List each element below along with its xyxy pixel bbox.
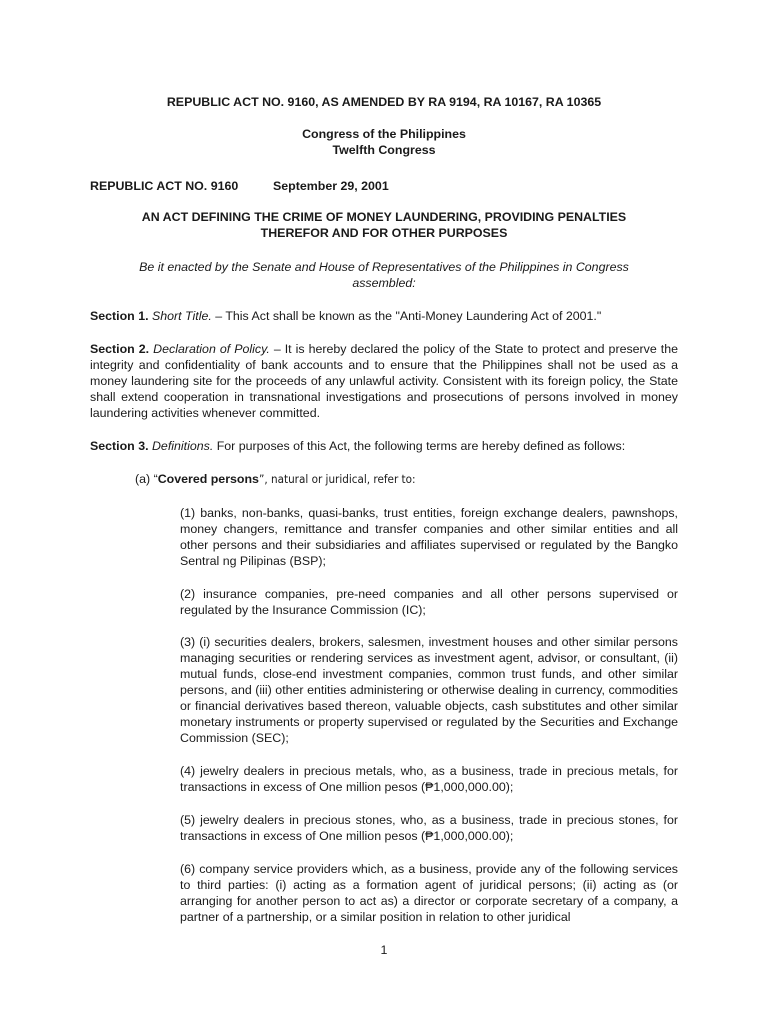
section-3-label: Section 3.: [90, 439, 149, 453]
section-1-label: Section 1.: [90, 309, 149, 323]
act-title-line-2: THEREFOR AND FOR OTHER PURPOSES: [260, 226, 508, 240]
list-item: (5) jewelry dealers in precious stones, who, as a business, trade in precious stones, for transactions in excess of One million pesos (₱1,000,000.00);: [180, 813, 678, 843]
document-title: REPUBLIC ACT NO. 9160, AS AMENDED BY RA 9194, RA 10167, RA 10365: [166, 95, 602, 109]
list-item: (6) company service providers which, as a business, provide any of the following services to third parties: (i) acting as a formation agent of juridical persons; (ii) acting as (or arranging for another person to act as) a director or corporate secretary of a company, a partner of a partnership, or a similar position in relation to other juridical: [180, 862, 678, 924]
definition-term: Covered persons: [157, 472, 259, 486]
section-1: [90, 308, 678, 324]
act-date: September 29, 2001: [273, 179, 389, 193]
section-2-heading: Declaration of Policy.: [153, 342, 270, 356]
section-3-text: For purposes of this Act, the following terms are hereby defined as follows:: [213, 439, 626, 453]
congress-name: Congress of the Philippines: [302, 127, 466, 141]
definition-covered-persons: [135, 471, 416, 487]
section-2-text: – It is hereby declared the policy of the State to protect and preserve the integrity and confidentiality of bank accounts and to ensure that the Philippines shall not be used as a money laundering site for the proceeds of any unlawful activity. Consistent with its foreign policy, the State shall extend cooperation in transnational investigations and prosecutions of persons involved in money laundering activities whenever committed.: [90, 342, 679, 420]
enactment-clause-line-2: assembled:: [352, 276, 416, 290]
section-1-heading: Short Title.: [151, 309, 212, 323]
section-3-heading: Definitions.: [151, 439, 214, 453]
congress-session: Twelfth Congress: [332, 143, 436, 157]
act-title-line-1: AN ACT DEFINING THE CRIME OF MONEY LAUNDERING, PROVIDING PENALTIES: [141, 210, 627, 224]
definition-prefix: (a) “: [135, 472, 158, 486]
enactment-clause-line-1: Be it enacted by the Senate and House of Representatives of the Philippines in Congress: [139, 260, 629, 274]
section-2: [90, 341, 678, 421]
section-1-text: – This Act shall be known as the "Anti-Money Laundering Act of 2001.": [211, 309, 602, 323]
act-number: REPUBLIC ACT NO. 9160: [90, 179, 239, 193]
definition-suffix: ”, natural or juridical, refer to:: [258, 472, 416, 486]
section-2-label: Section 2.: [90, 342, 150, 356]
page-number: 1: [380, 943, 388, 957]
list-item: (1) banks, non-banks, quasi-banks, trust entities, foreign exchange dealers, pawnshops, money changers, remittance and transfer companies and other similar entities and all other persons and their subsidiaries and affiliates supervised or regulated by the Bangko Sentral ng Pilipinas (BSP);: [180, 506, 678, 568]
list-item: (3) (i) securities dealers, brokers, salesmen, investment houses and other similar persons managing securities or rendering services as investment agent, advisor, or consultant, (ii) mutual funds, close-end investment companies, common trust funds, and other similar persons, and (iii) other entities administering or otherwise dealing in currency, commodities or financial derivatives based thereon, valuable objects, cash substitutes and other similar monetary instruments or property supervised or regulated by the Securities and Exchange Commission (SEC);: [180, 635, 678, 745]
list-item: (4) jewelry dealers in precious metals, who, as a business, trade in precious metals, for transactions in excess of One million pesos (₱1,000,000.00);: [180, 764, 678, 794]
section-3: [90, 438, 678, 454]
list-item: (2) insurance companies, pre-need companies and all other persons supervised or regulated by the Insurance Commission (IC);: [180, 587, 678, 617]
